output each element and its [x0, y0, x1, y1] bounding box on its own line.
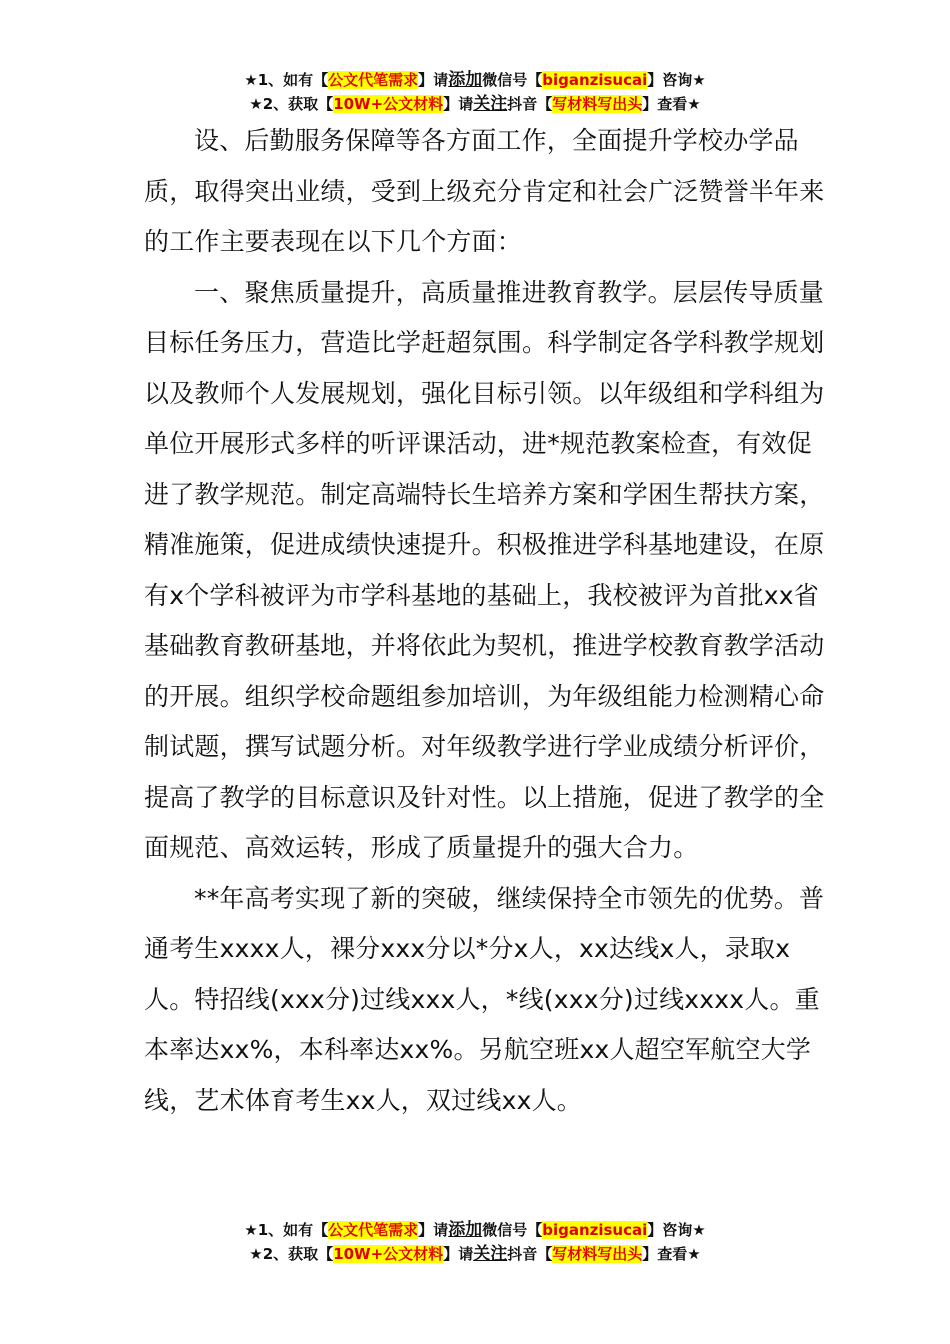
banner-line-1: [0, 1218, 950, 1242]
banner-highlight-service: 公文代笔需求: [328, 71, 419, 89]
banner-text: 】咨询★: [647, 1221, 706, 1239]
banner-underlined-follow: 关注: [473, 94, 508, 114]
document-body: [144, 116, 834, 1126]
top-banner: [0, 68, 950, 116]
banner-text: ★1、如有【: [244, 1221, 329, 1239]
paragraph-section-1: 一、聚焦质量提升，高质量推进教育教学。层层传导质量目标任务压力，营造比学赶超氛围。科学制定各学科教学规划以及教师个人发展规划，强化目标引领。以年级组和学科组为单位开展形式多样的听评课活动，进*规范教案检查，有效促进了教学规范。制定高端特长生培养方案和学困生帮扶方案，精准施策，促进成绩快速提升。积极推进学科基地建设，在原有x个学科被评为市学科基地的基础上，我校被评为首批xx省基础教育教研基地，并将依此为契机，推进学校教育教学活动的开展。组织学校命题组参加培训，为年级组能力检测精心命制试题，撰写试题分析。对年级教学进行学业成绩分析评价，提高了教学的目标意识及针对性。以上措施，促进了教学的全面规范、高效运转，形成了质量提升的强大合力。: [144, 277, 825, 862]
banner-text: ★2、获取【: [249, 95, 334, 113]
banner-text: 】请: [418, 71, 449, 89]
banner-underlined-follow: 关注: [473, 1244, 508, 1264]
banner-text: 】请: [418, 1221, 449, 1239]
paragraph-intro: 设、后勤服务保障等各方面工作，全面提升学校办学品质，取得突出业绩，受到上级充分肯定和社会广泛赞誉半年来的工作主要表现在以下几个方面：: [144, 126, 825, 256]
banner-text: 微信号【: [482, 1221, 543, 1239]
bottom-banner: [0, 1218, 950, 1266]
banner-text: 抖音【: [507, 95, 553, 113]
banner-line-2: [0, 1242, 950, 1266]
banner-text: 】查看★: [642, 95, 701, 113]
banner-line-1: [0, 68, 950, 92]
banner-line-2: [0, 92, 950, 116]
banner-highlight-wechat-id: biganzisucai: [542, 71, 648, 89]
banner-highlight-materials: 10W+公文材料: [333, 1245, 444, 1263]
banner-text: 】咨询★: [647, 71, 706, 89]
banner-text: ★1、如有【: [244, 71, 329, 89]
banner-text: 微信号【: [482, 71, 543, 89]
banner-text: 】查看★: [642, 1245, 701, 1263]
banner-text: 】请: [443, 95, 474, 113]
banner-highlight-douyin-account: 写材料写出头: [552, 1245, 643, 1263]
banner-underlined-add: 添加: [448, 1220, 483, 1240]
banner-highlight-service: 公文代笔需求: [328, 1221, 419, 1239]
banner-highlight-wechat-id: biganzisucai: [542, 1221, 648, 1239]
banner-text: 抖音【: [507, 1245, 553, 1263]
banner-highlight-douyin-account: 写材料写出头: [552, 95, 643, 113]
paragraph-exam-results: **年高考实现了新的突破，继续保持全市领先的优势。普通考生xxxx人，裸分xxx分以*分x人，xx达线x人，录取x人。特招线(xxx分)过线xxx人，*线(xxx分)过线xxxx人。重本率达xx%，本科率达xx%。另航空班xx人超空军航空大学线，艺术体育考生xx人，双过线xx人。: [144, 883, 825, 1115]
banner-text: 】请: [443, 1245, 474, 1263]
banner-text: ★2、获取【: [249, 1245, 334, 1263]
banner-underlined-add: 添加: [448, 70, 483, 90]
banner-highlight-materials: 10W+公文材料: [333, 95, 444, 113]
